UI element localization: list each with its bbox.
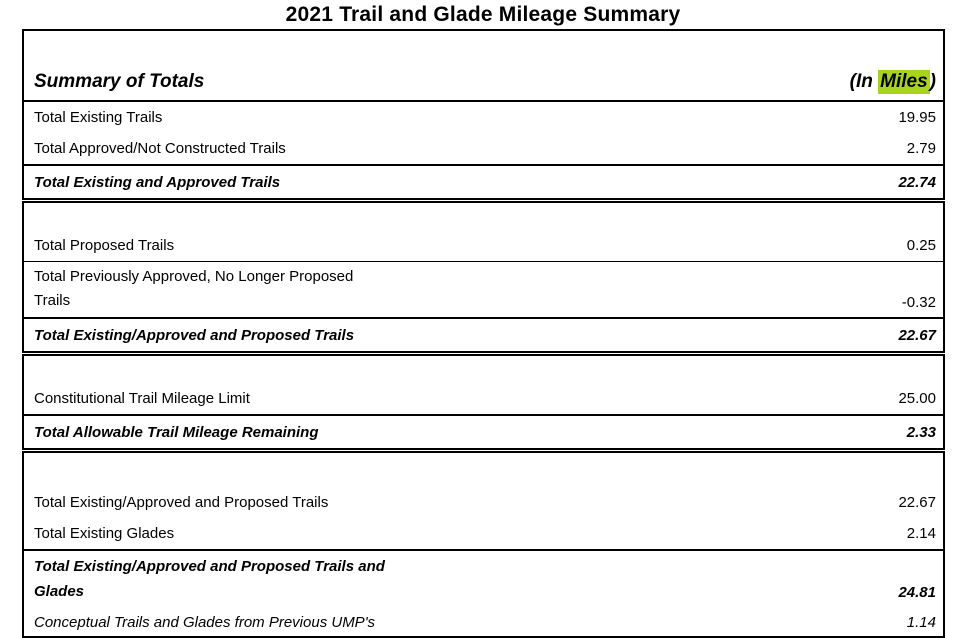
row-label: Total Existing/Approved and Proposed Trails [23,318,824,354]
table-row [23,318,944,354]
row-value: 22.74 [824,165,944,201]
row-label: Conceptual Trails and Glades from Previous UMP's [34,613,376,631]
table-row [23,487,944,518]
row-value: 1.14 [906,613,936,631]
row-label: Total Existing/Approved and Proposed Trails and Glades [23,550,824,608]
row-value: 2.14 [906,525,936,542]
spacer-row [23,201,944,231]
row-value: 22.67 [824,318,944,354]
row-label: Total Proposed Trails [34,237,175,254]
spacer-cell [23,201,944,231]
units-suffix: ) [929,71,936,92]
row-label: Total Existing/Approved and Proposed Trails [34,494,329,511]
units-heading [824,30,944,101]
row-label: Constitutional Trail Mileage Limit [34,390,250,407]
row-value: 2.33 [824,415,944,451]
units-prefix: (In [849,71,879,92]
table-row [23,133,944,165]
row-label: Total Existing and Approved Trails [23,165,824,201]
mileage-summary-table [22,29,945,638]
table-header-row [23,30,944,101]
spacer-cell [23,354,944,384]
row-value: 25.00 [898,390,936,407]
row-label: Total Existing Glades [34,525,175,542]
table-body [23,101,944,637]
table-row [23,550,944,608]
page-title: 2021 Trail and Glade Mileage Summary [285,3,681,26]
table-row [23,230,944,262]
table-row [23,165,944,201]
table-row [23,262,944,319]
table-row [23,415,944,451]
spacer-row [23,451,944,488]
table-row [23,101,944,133]
row-label: Total Previously Approved, No Longer Proposed Trails [23,262,824,319]
row-value: 0.25 [906,237,936,254]
row-label: Total Approved/Not Constructed Trails [34,140,286,157]
row-label: Total Existing Trails [34,109,163,126]
row-label: Total Allowable Trail Mileage Remaining [23,415,824,451]
table-row [23,608,944,637]
spacer-row [23,354,944,384]
table-row [23,518,944,550]
table-row [23,383,944,415]
row-value: 24.81 [824,550,944,608]
spacer-cell [23,451,944,488]
page [0,3,966,631]
summary-of-totals-heading: Summary of Totals [23,30,824,101]
row-value: 19.95 [898,109,936,126]
row-value: 2.79 [906,140,936,157]
row-value: -0.32 [824,262,944,319]
row-value: 22.67 [898,494,936,511]
miles-highlight: Miles [880,71,928,92]
